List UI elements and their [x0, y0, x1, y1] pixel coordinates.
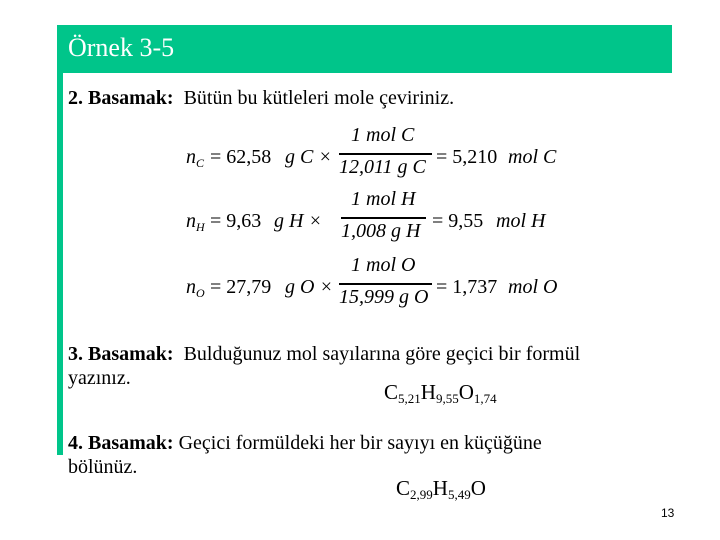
step-3-text-line-1: Bulduğunuz mol sayılarına göre geçici bir formül	[183, 343, 581, 365]
formula-subscript-c: 5,21	[398, 391, 421, 406]
fraction-bar	[339, 153, 432, 155]
formula-element-c: C	[396, 476, 411, 500]
fraction-denominator: 15,999 g O	[339, 286, 429, 308]
lhs-unit: g O ×	[285, 276, 333, 298]
step-3-line	[68, 342, 580, 366]
divided-formula	[396, 476, 486, 503]
result-unit: mol H	[496, 210, 546, 232]
page-number: 13	[661, 506, 675, 520]
fraction-numerator: 1 mol C	[351, 124, 415, 146]
lhs-variable: n	[186, 146, 196, 168]
formula-element-o: O	[470, 476, 486, 500]
formula-subscript-h: 5,49	[447, 487, 471, 502]
formula-subscript-c: 2,99	[410, 487, 433, 502]
slide-title: Örnek 3-5	[68, 33, 175, 62]
formula-element-c: C	[384, 380, 399, 404]
formula-element-h: H	[432, 476, 448, 500]
step-4-line	[68, 431, 542, 455]
result-value: = 5,210	[436, 146, 498, 168]
step-2-text: Bütün bu kütleleri mole çeviriniz.	[183, 87, 455, 109]
formula-subscript-o: 1,74	[473, 391, 497, 406]
result-value: = 1,737	[436, 276, 498, 298]
equation-oxygen	[186, 254, 586, 314]
lhs-variable: n	[186, 210, 196, 232]
lhs-unit: g H ×	[274, 210, 322, 232]
result-unit: mol C	[508, 146, 557, 168]
tentative-formula	[384, 380, 497, 407]
left-accent-bar	[57, 25, 63, 455]
result-value: = 9,55	[432, 210, 484, 232]
step-2-line	[68, 86, 454, 110]
lhs-subscript: O	[196, 286, 205, 300]
lhs-subscript: C	[196, 156, 205, 170]
fraction-numerator: 1 mol O	[351, 254, 416, 276]
equation-carbon	[186, 124, 586, 184]
formula-element-o: O	[458, 380, 474, 404]
formula-element-h: H	[420, 380, 436, 404]
formula-subscript-h: 9,55	[435, 391, 459, 406]
fraction-bar	[341, 217, 426, 219]
step-2-label: 2. Basamak:	[68, 87, 174, 109]
fraction-denominator: 12,011 g C	[339, 156, 426, 178]
step-4-text-line-1: Geçici formüldeki her bir sayıyı en küçüğüne	[178, 432, 542, 454]
step-3-text-line-2: yazınız.	[68, 367, 131, 389]
step-4-label: 4. Basamak:	[68, 432, 174, 454]
lhs-unit: g C ×	[285, 146, 332, 168]
lhs-value: = 62,58	[210, 146, 272, 168]
step-3-label: 3. Basamak:	[68, 343, 174, 365]
fraction-numerator: 1 mol H	[351, 188, 416, 210]
fraction-denominator: 1,008 g H	[341, 220, 421, 242]
fraction-bar	[339, 283, 432, 285]
equation-hydrogen	[186, 188, 586, 248]
lhs-subscript: H	[196, 220, 205, 234]
lhs-value: = 27,79	[210, 276, 272, 298]
lhs-value: = 9,63	[210, 210, 262, 232]
result-unit: mol O	[508, 276, 558, 298]
lhs-variable: n	[186, 276, 196, 298]
step-4-text-line-2: bölünüz.	[68, 456, 138, 478]
